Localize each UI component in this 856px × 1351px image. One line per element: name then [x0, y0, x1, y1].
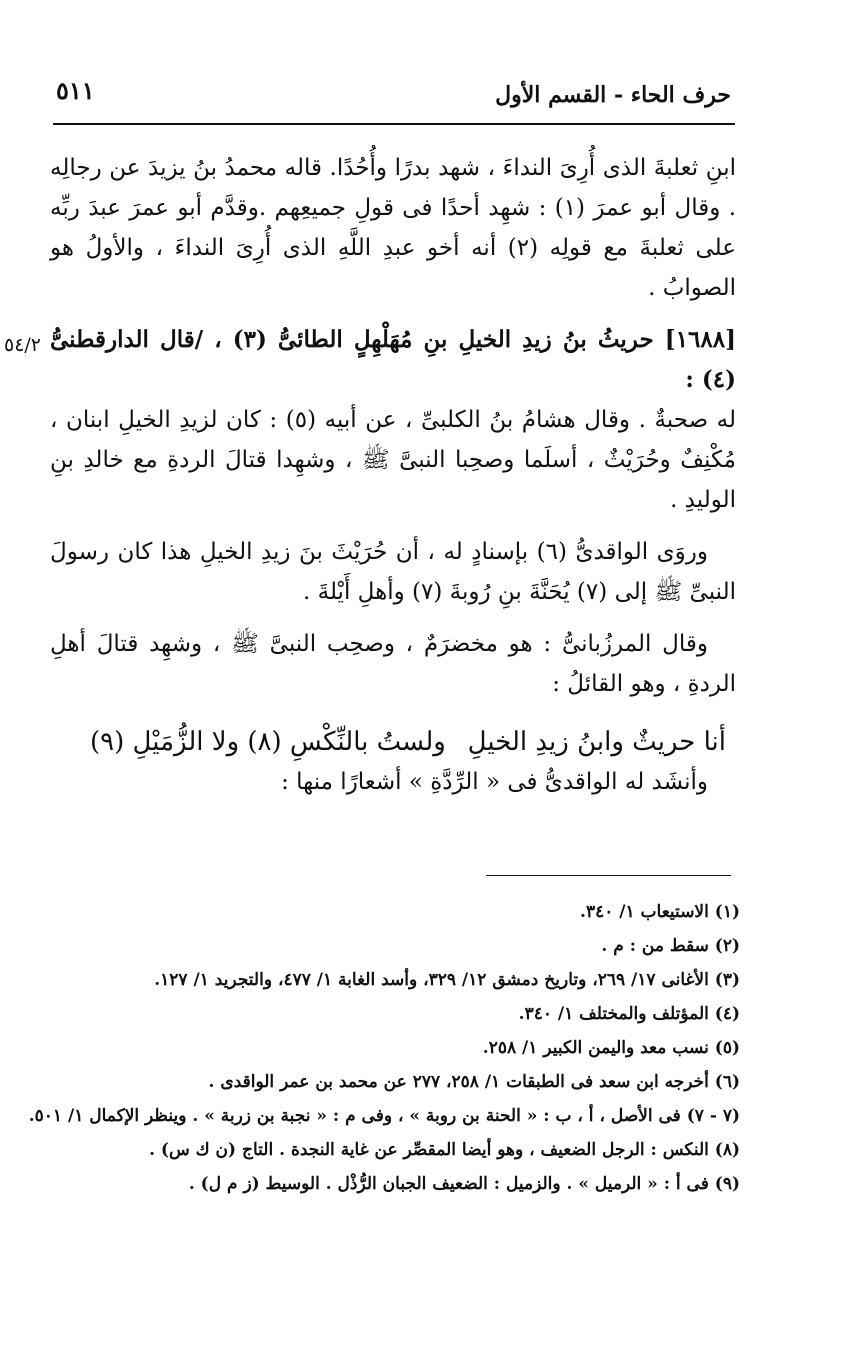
- paragraph-2: له صحبةٌ . وقال هشامُ بنُ الكلبىِّ ، عن أبيه (٥) : كان لزيدِ الخيلِ ابنان ، مُكْنِفٌ وحُرَيْثٌ ، أسلَما وصحِبا النبىَّ ﷺ ، وشهِدا قتالَ الردةِ مع خالدِ بنِ الوليدِ .: [50, 407, 736, 513]
- footnote: (٢) سقط من : م .: [601, 936, 740, 956]
- margin-reference: ٥٤/٢: [4, 334, 42, 356]
- entry-heading: [١٦٨٨] حريثُ بنُ زيدِ الخيلِ بنِ مُهَلْهِلٍ الطائىُّ (٣) ، /قال الدارقطنىُّ (٤) :: [50, 326, 736, 393]
- footnote-rule: [486, 875, 731, 876]
- footnotes: [28, 895, 740, 1201]
- footnote: (٦) أخرجه ابن سعد فى الطبقات ١/ ٢٥٨، ٢٧٧ عن محمد بن عمر الواقدى .: [208, 1072, 740, 1092]
- header-rule: [53, 123, 735, 125]
- footnote: (٨) النكس : الرجل الضعيف ، وهو أيضا المقصِّر عن غاية النجدة . التاج (ن ك س) .: [149, 1140, 740, 1160]
- footnote: (١) الاستيعاب ١/ ٣٤٠.: [580, 902, 740, 922]
- footnote: (٥) نسب معد واليمن الكبير ١/ ٢٥٨.: [482, 1038, 740, 1058]
- body-text: [50, 148, 736, 802]
- paragraph-5: وأنشَد له الواقدىُّ فى « الرِّدَّةِ » أشعارًا منها :: [281, 769, 708, 795]
- footnote: (٤) المؤتلف والمختلف ١/ ٣٤٠.: [518, 1004, 740, 1024]
- verse-line: [50, 722, 736, 762]
- running-header-title: حرف الحاء - القسم الأول: [495, 82, 731, 108]
- paragraph-4: وقال المرزُبانىُّ : هو مخضرَمٌ ، وصحِب النبىَّ ﷺ ، وشهِد قتالَ أهلِ الردةِ ، وهو القائلُ :: [50, 631, 736, 697]
- verse-hemistich-first: أنا حريثٌ وابنُ زيدِ الخيلِ: [467, 727, 726, 757]
- paragraph-3: وروَى الواقدىُّ (٦) بإسنادٍ له ، أن حُرَيْثَ بنَ زيدِ الخيلِ هذا كان رسولَ النبىِّ ﷺ إلى (٧) يُحَنَّةَ بنِ رُوبةَ (٧) وأهلِ أَيْلةَ .: [50, 539, 736, 605]
- footnote: (٩) فى أ : « الرميل » . والزميل : الضعيف الجبان الرُّذْل . الوسيط (ز م ل) .: [188, 1174, 740, 1194]
- footnote: (٧ - ٧) فى الأصل ، أ ، ب : « الحنة بن روبة » ، وفى م : « نجبة بن زربة » . وينظر الإكمال ١/ ٥٠١.: [28, 1106, 740, 1126]
- verse-hemistich-second: ولستُ بالنِّكْسِ (٨) ولا الزُّمَيْلِ (٩): [90, 727, 446, 757]
- page-number: ٥١١: [56, 76, 95, 105]
- footnote: (٣) الأغانى ١٧/ ٢٦٩، وتاريخ دمشق ١٢/ ٣٢٩، وأسد الغابة ١/ ٤٧٧، والتجريد ١/ ١٢٧.: [154, 970, 740, 990]
- paragraph-1: ابنِ ثعلبةَ الذى أُرِىَ النداءَ ، شهد بدرًا وأُحُدًا. قاله محمدُ بنُ يزيدَ عن رجالِه . وقال أبو عمرَ (١) : شهِد أحدًا فى قولِ جميعِهم .وقدَّم أبو عمرَ عبدَ ربِّه على ثعلبةَ مع قولِه (٢) أنه أخو عبدِ اللَّهِ الذى أُرِىَ النداءَ ، والأولُ هو الصوابُ .: [50, 155, 737, 301]
